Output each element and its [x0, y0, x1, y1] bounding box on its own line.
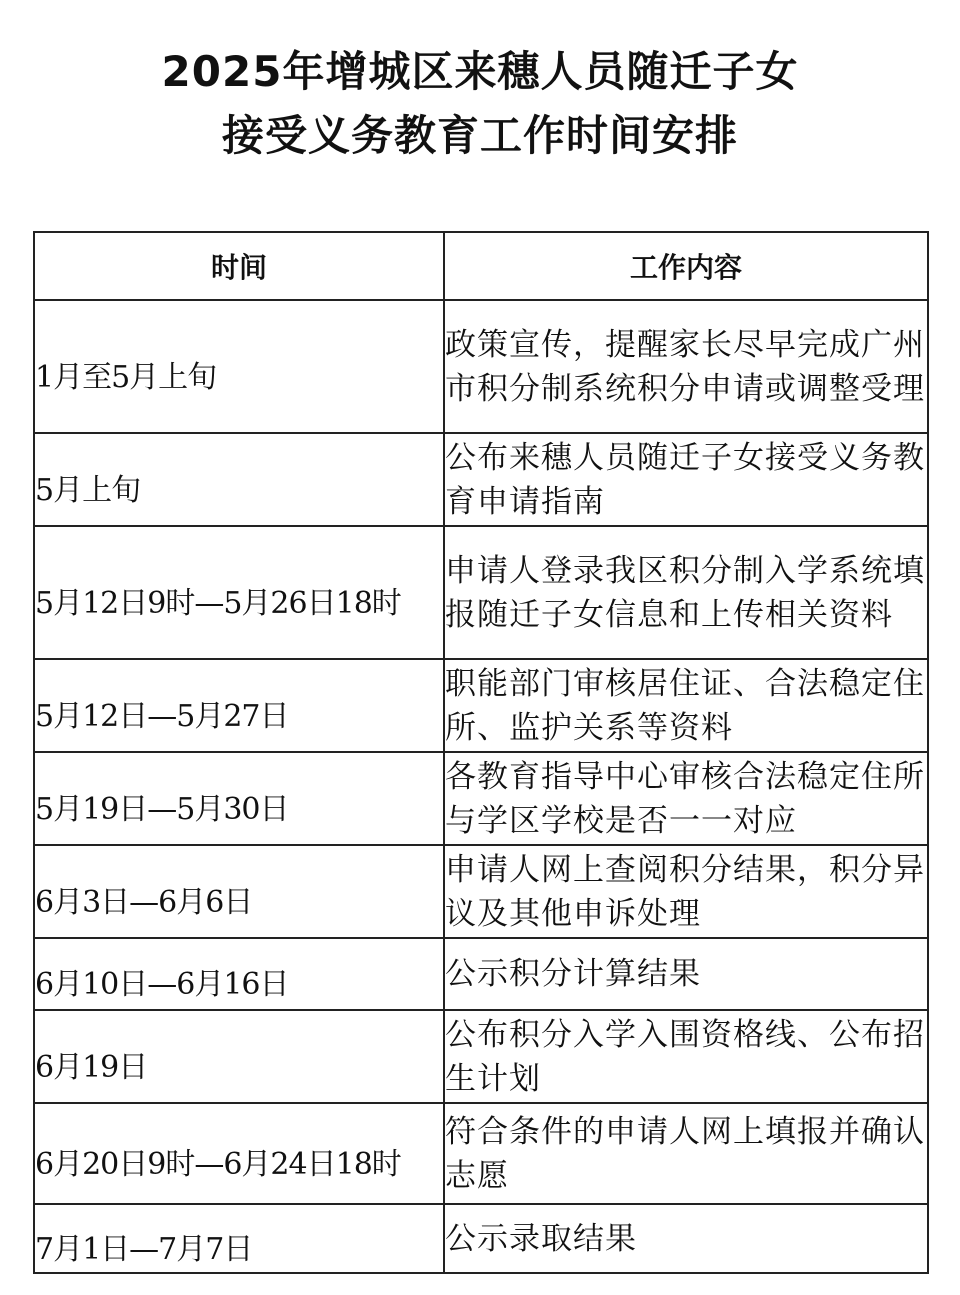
- table-row: [34, 938, 928, 1010]
- schedule-table: [33, 231, 929, 1274]
- content-cell: 符合条件的申请人网上填报并确认志愿: [444, 1103, 928, 1204]
- table-row: [34, 659, 928, 752]
- header-content: 工作内容: [444, 232, 928, 300]
- table-row: [34, 1103, 928, 1204]
- time-cell: 7月1日—7月7日: [34, 1204, 444, 1273]
- table-row: [34, 300, 928, 433]
- content-cell: 公布积分入学入围资格线、公布招生计划: [444, 1010, 928, 1103]
- time-cell: 5月12日9时—5月26日18时: [34, 526, 444, 659]
- content-cell: 政策宣传，提醒家长尽早完成广州市积分制系统积分申请或调整受理: [444, 300, 928, 433]
- content-cell: 公示录取结果: [444, 1204, 928, 1273]
- table-row: [34, 1010, 928, 1103]
- time-cell: 1月至5月上旬: [34, 300, 444, 433]
- time-cell: 6月10日—6月16日: [34, 938, 444, 1010]
- content-cell: 各教育指导中心审核合法稳定住所与学区学校是否一一对应: [444, 752, 928, 845]
- table-row: [34, 845, 928, 938]
- content-cell: 公示积分计算结果: [444, 938, 928, 1010]
- table-row: [34, 752, 928, 845]
- time-cell: 5月12日—5月27日: [34, 659, 444, 752]
- title-line-2: 接受义务教育工作时间安排: [221, 111, 738, 160]
- title-line-1: 2025年增城区来穗人员随迁子女: [161, 47, 799, 96]
- content-cell: 申请人网上查阅积分结果，积分异议及其他申诉处理: [444, 845, 928, 938]
- content-cell: 申请人登录我区积分制入学系统填报随迁子女信息和上传相关资料: [444, 526, 928, 659]
- time-cell: 5月19日—5月30日: [34, 752, 444, 845]
- time-cell: 6月20日9时—6月24日18时: [34, 1103, 444, 1204]
- table-row: [34, 1204, 928, 1273]
- time-cell: 5月上旬: [34, 433, 444, 526]
- time-cell: 6月19日: [34, 1010, 444, 1103]
- header-time: 时间: [34, 232, 444, 300]
- time-cell: 6月3日—6月6日: [34, 845, 444, 938]
- document-title: [0, 40, 960, 168]
- content-cell: 职能部门审核居住证、合法稳定住所、监护关系等资料: [444, 659, 928, 752]
- content-cell: 公布来穗人员随迁子女接受义务教育申请指南: [444, 433, 928, 526]
- table-header-row: [34, 232, 928, 300]
- table-row: [34, 433, 928, 526]
- table-row: [34, 526, 928, 659]
